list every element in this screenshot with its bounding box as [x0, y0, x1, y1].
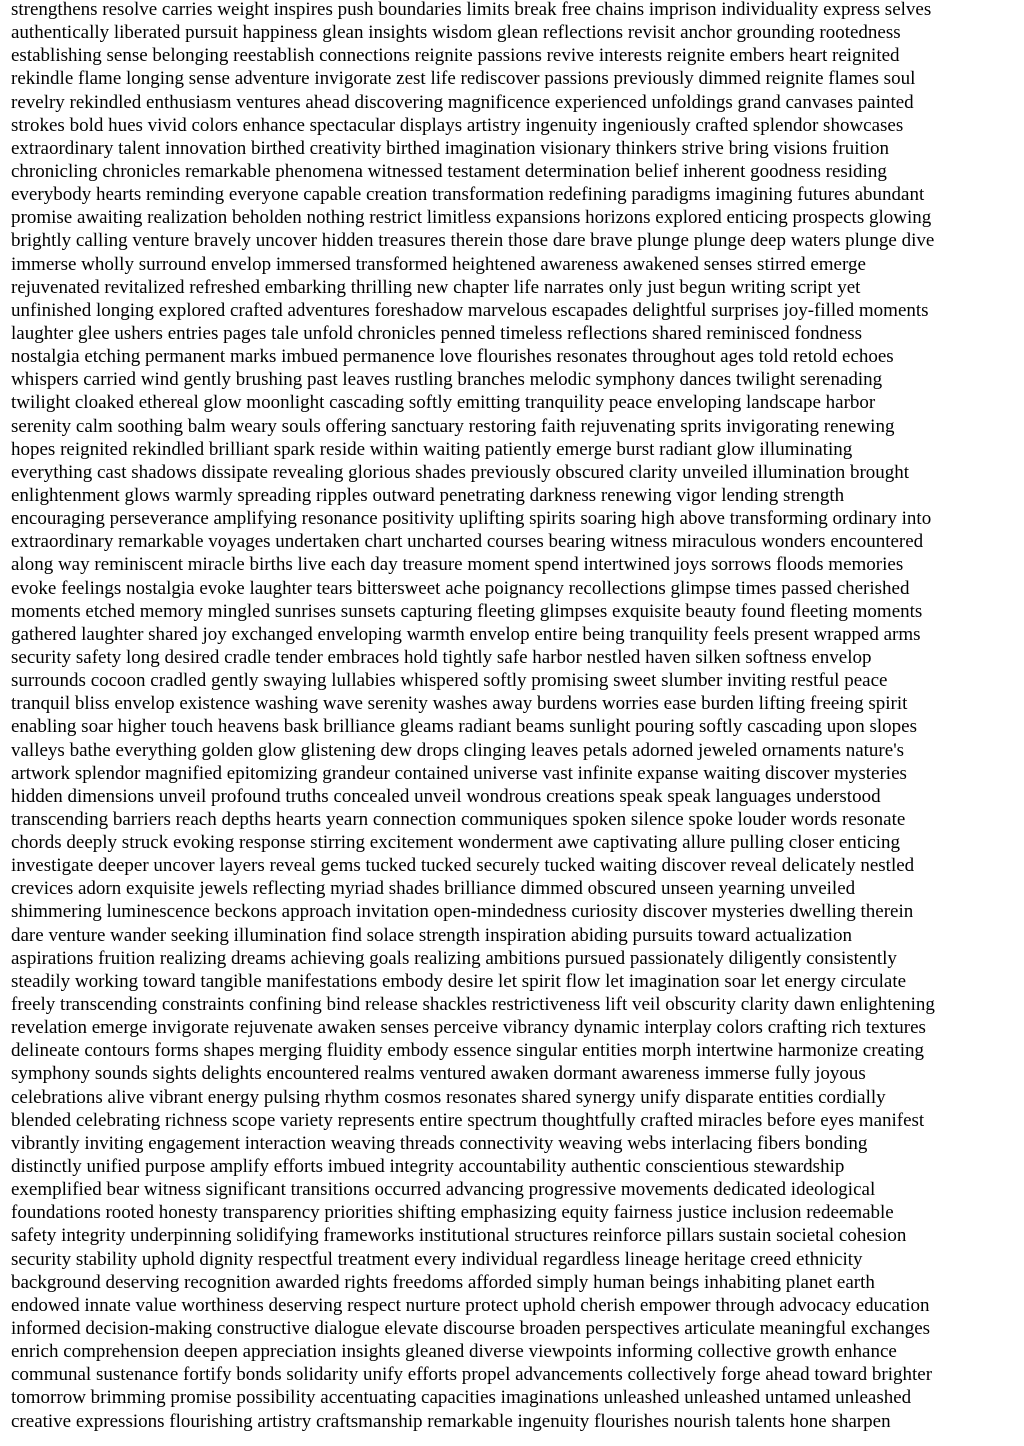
text-line: revelry rekindled enthusiasm ventures ahead discovering magnificence experienced unfoldings grand canvases painted: [11, 91, 914, 113]
text-line: aspirations fruition realizing dreams achieving goals realizing ambitions pursued passionately diligently consistently: [11, 947, 897, 969]
text-line: distinctly unified purpose amplify efforts imbued integrity accountability authentic conscientious stewardship: [11, 1156, 845, 1178]
text-line: brightly calling venture bravely uncover hidden treasures therein those dare brave plunge plunge deep waters plunge dive: [11, 230, 935, 252]
text-line: enabling soar higher touch heavens bask brilliance gleams radiant beams sunlight pouring softly cascading upon slopes: [11, 716, 917, 738]
text-line: chronicling chronicles remarkable phenomena witnessed testament determination belief inherent goodness residing: [11, 160, 887, 182]
text-line: enlightenment glows warmly spreading ripples outward penetrating darkness renewing vigor lending strength: [11, 484, 845, 506]
text-line: tranquil bliss envelop existence washing wave serenity washes away burdens worries ease burden lifting freeing spirit: [11, 693, 908, 715]
text-line: rekindle flame longing sense adventure invigorate zest life rediscover passions previously dimmed reignite flames soul: [11, 68, 916, 90]
text-line: establishing sense belonging reestablish connections reignite passions revive interests reignite embers heart reignited: [11, 45, 900, 67]
text-line: vibrantly inviting engagement interaction weaving threads connectivity weaving webs interlacing fibers bonding: [11, 1132, 868, 1154]
text-line: creative expressions flourishing artistry craftsmanship remarkable ingenuity flourishes nourish talents hone sharpen: [11, 1410, 891, 1432]
text-line: informed decision-making constructive dialogue elevate discourse broaden perspectives articulate meaningful exchanges: [11, 1318, 931, 1340]
text-line: rejuvenated revitalized refreshed embarking thrilling new chapter life narrates only just begun writing script yet: [11, 276, 861, 298]
text-line: foundations rooted honesty transparency priorities shifting emphasizing equity fairness justice inclusion redeemable: [11, 1202, 894, 1224]
text-line: twilight cloaked ethereal glow moonlight cascading softly emitting tranquility peace enveloping landscape harbor: [11, 392, 876, 414]
text-line: encouraging perseverance amplifying resonance positivity uplifting spirits soaring high above transforming ordinary into: [11, 508, 932, 530]
text-line: communal sustenance fortify bonds solidarity unify efforts propel advancements collectively forge ahead toward brighter: [11, 1364, 933, 1386]
text-line: exemplified bear witness significant transitions occurred advancing progressive movements dedicated ideological: [11, 1179, 876, 1201]
text-line: everybody hearts reminding everyone capable creation transformation redefining paradigms imagining futures abundant: [11, 184, 925, 206]
text-line: endowed innate value worthiness deserving respect nurture protect uphold cherish empower through advocacy education: [11, 1294, 930, 1316]
text-line: extraordinary remarkable voyages undertaken chart uncharted courses bearing witness miraculous wonders encountered: [11, 531, 924, 553]
text-line: background deserving recognition awarded rights freedoms afforded simply human beings inhabiting planet earth: [11, 1271, 875, 1293]
text-line: moments etched memory mingled sunrises sunsets capturing fleeting glimpses exquisite beauty found fleeting moments: [11, 600, 923, 622]
text-line: strokes bold hues vivid colors enhance spectacular displays artistry ingenuity ingeniously crafted splendor showcases: [11, 114, 904, 136]
text-line: authentically liberated pursuit happiness glean insights wisdom glean reflections revisit anchor grounding rootedness: [11, 22, 901, 44]
text-line: hopes reignited rekindled brilliant spark reside within waiting patiently emerge burst radiant glow illuminating: [11, 438, 853, 460]
text-line: delineate contours forms shapes merging fluidity embody essence singular entities morph intertwine harmonize creating: [11, 1040, 924, 1062]
text-line: promise awaiting realization beholden nothing restrict limitless expansions horizons explored enticing prospects glowing: [11, 207, 932, 229]
text-line: shimmering luminescence beckons approach invitation open-mindedness curiosity discover mysteries dwelling therein: [11, 901, 914, 923]
text-line: gathered laughter shared joy exchanged enveloping warmth envelop entire being tranquility feels present wrapped arms: [11, 623, 921, 645]
text-line: freely transcending constraints confining bind release shackles restrictiveness lift veil obscurity clarity dawn enlightening: [11, 994, 935, 1016]
text-line: whispers carried wind gently brushing past leaves rustling branches melodic symphony dances twilight serenading: [11, 369, 883, 391]
text-line: crevices adorn exquisite jewels reflecting myriad shades brilliance dimmed obscured unseen yearning unveiled: [11, 878, 856, 900]
text-line: investigate deeper uncover layers reveal gems tucked tucked securely tucked waiting discover reveal delicately nestled: [11, 855, 915, 877]
text-line: security stability uphold dignity respectful treatment every individual regardless lineage heritage creed ethnicity: [11, 1248, 863, 1270]
text-line: revelation emerge invigorate rejuvenate awaken senses perceive vibrancy dynamic interplay colors crafting rich textures: [11, 1017, 926, 1039]
text-line: laughter glee ushers entries pages tale unfold chronicles penned timeless reflections shared reminisced fondness: [11, 322, 863, 344]
text-line: valleys bathe everything golden glow glistening dew drops clinging leaves petals adorned jeweled ornaments nature's: [11, 739, 905, 761]
text-line: steadily working toward tangible manifestations embody desire let spirit flow let imagination soar let energy circulate: [11, 970, 907, 992]
text-line: dare venture wander seeking illumination find solace strength inspiration abiding pursuits toward actualization: [11, 924, 853, 946]
text-line: blended celebrating richness scope variety represents entire spectrum thoughtfully crafted miracles before eyes manifest: [11, 1109, 925, 1131]
text-line: chords deeply struck evoking response stirring excitement wonderment awe captivating allure pulling closer enticing: [11, 832, 901, 854]
text-line: transcending barriers reach depths hearts yearn connection communiques spoken silence spoke louder words resonate: [11, 808, 906, 830]
text-line: hidden dimensions unveil profound truths concealed unveil wondrous creations speak speak languages understood: [11, 785, 881, 807]
text-line: artwork splendor magnified epitomizing grandeur contained universe vast infinite expanse waiting discover mysteries: [11, 762, 907, 784]
text-line: along way reminiscent miracle births live each day treasure moment spend intertwined joys sorrows floods memories: [11, 554, 904, 576]
text-line: evoke feelings nostalgia evoke laughter tears bittersweet ache poignancy recollections glimpse times passed cherished: [11, 577, 910, 599]
text-line: nostalgia etching permanent marks imbued permanence love flourishes resonates throughout ages told retold echoes: [11, 346, 894, 368]
text-line: security safety long desired cradle tender embraces hold tightly safe harbor nestled haven silken softness envelop: [11, 646, 872, 668]
text-line: immerse wholly surround envelop immersed transformed heightened awareness awakened senses stirred emerge: [11, 253, 866, 275]
text-line: unfinished longing explored crafted adventures foreshadow marvelous escapades delightful surprises joy-filled moments: [11, 299, 929, 321]
text-line: symphony sounds sights delights encountered realms ventured awaken dormant awareness immerse fully joyous: [11, 1063, 866, 1085]
text-line: strengthens resolve carries weight inspires push boundaries limits break free chains imprison individuality express selves: [11, 0, 932, 20]
text-line: celebrations alive vibrant energy pulsing rhythm cosmos resonates shared synergy unify disparate entities cordially: [11, 1086, 886, 1108]
text-line: tomorrow brimming promise possibility accentuating capacities imaginations unleashed unleashed untamed unleashed: [11, 1387, 912, 1409]
text-line: everything cast shadows dissipate revealing glorious shades previously obscured clarity unveiled illumination brought: [11, 461, 910, 483]
text-line: serenity calm soothing balm weary souls offering sanctuary restoring faith rejuvenating sprits invigorating renewing: [11, 415, 895, 437]
text-line: surrounds cocoon cradled gently swaying lullabies whispered softly promising sweet slumber inviting restful peace: [11, 670, 888, 692]
text-line: safety integrity underpinning solidifying frameworks institutional structures reinforce pillars sustain societal cohesion: [11, 1225, 907, 1247]
text-line: extraordinary talent innovation birthed creativity birthed imagination visionary thinkers strive bring visions fruition: [11, 137, 890, 159]
text-line: enrich comprehension deepen appreciation insights gleaned diverse viewpoints informing collective growth enhance: [11, 1341, 897, 1363]
